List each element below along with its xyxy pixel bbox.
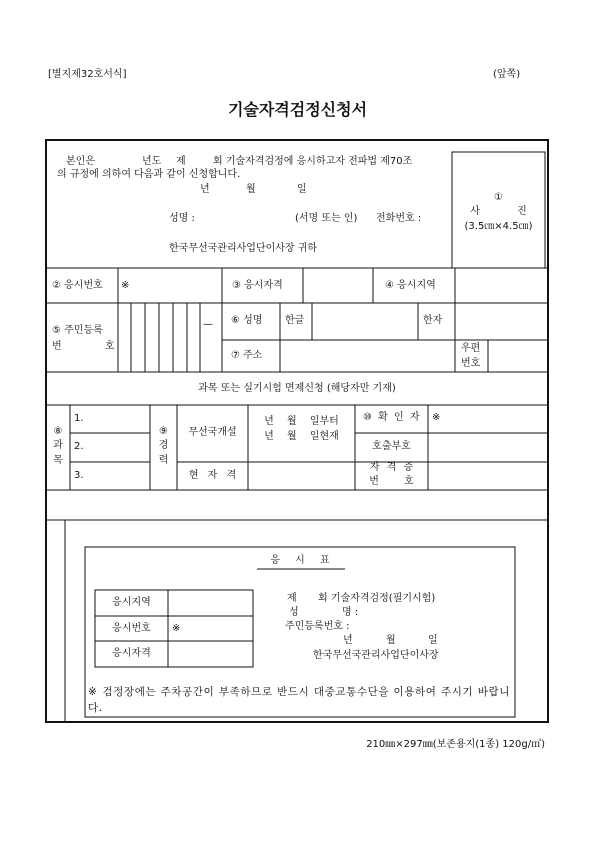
career-label: 경 [158, 440, 169, 451]
address-label: ⑦ 주소 [231, 350, 263, 361]
ticket-exam-title: 회 기술자격검정(필기시험) [318, 593, 436, 604]
resident-no-digit-field[interactable] [187, 303, 200, 372]
ticket-resident-no-label: 주민등록번호 : [285, 621, 350, 632]
phone-label: 전화번호 : [376, 213, 422, 224]
call-sign-field[interactable] [428, 433, 548, 462]
subject-label: 과 [53, 440, 63, 451]
office-use-mark: ※ [121, 280, 130, 291]
address-field[interactable] [280, 340, 455, 372]
call-sign-label: 호출부호 [372, 441, 411, 452]
ticket-row-label: 응시번호 [112, 623, 151, 634]
office-use-mark: ※ [432, 412, 441, 423]
resident-no-digit-field[interactable] [173, 303, 187, 372]
certificate-no-label: 번 호 [369, 476, 414, 487]
statement-round-label: 제 [176, 156, 186, 167]
ticket-date-day: 일 [428, 635, 438, 646]
period-from: 년 월 일부터 [264, 416, 339, 427]
date-year-label: 년 [200, 184, 210, 195]
office-use-mark: ※ [172, 623, 181, 634]
ticket-row-label: 응시자격 [112, 648, 151, 659]
statement-text: 본인은 [66, 156, 95, 167]
ticket-name-label: 명 : [342, 607, 359, 618]
signature-note: (서명 또는 인) [295, 213, 358, 224]
exam-number-field[interactable] [118, 268, 222, 303]
resident-no-label: 번 호 [52, 341, 115, 352]
resident-no-digit-field[interactable] [145, 303, 159, 372]
date-day-label: 일 [297, 184, 307, 195]
ticket-region-field[interactable] [168, 590, 253, 616]
name-hanja-label: 한자 [423, 315, 443, 326]
photo-number: ① [494, 192, 503, 203]
date-month-label: 월 [246, 184, 256, 195]
statement-year-label: 년도 [142, 156, 162, 167]
resident-no-label: ⑤ 주민등록 [52, 325, 103, 336]
subject-item: 1. [74, 413, 84, 424]
statement-text: 의 규정에 의하여 다음과 같이 신청합니다. [57, 169, 241, 180]
station-label: 무선국개설 [188, 427, 237, 438]
region-field[interactable] [455, 268, 548, 303]
ticket-row-label: 응시지역 [112, 597, 151, 608]
subject-item: 3. [74, 470, 84, 481]
subject-label: 목 [53, 455, 63, 466]
name-label: ⑥ 성명 [231, 315, 263, 326]
qualification-label: ③ 응시자격 [232, 280, 283, 291]
region-label: ④ 응시지역 [385, 280, 436, 291]
exemption-title: 과목 또는 실기시험 면제신청 (해당자만 기재) [198, 383, 396, 394]
qualification-field[interactable] [303, 268, 373, 303]
paper-spec: 210㎜×297㎜(보존용지(1종) 120g/㎡) [366, 739, 545, 750]
postal-code-label: 우편 [461, 343, 481, 354]
photo-size: (3.5㎝×4.5㎝) [464, 221, 533, 232]
ticket-name-label: 성 [289, 607, 299, 618]
ticket-exam-number-field[interactable] [168, 616, 253, 641]
ticket-exam-round: 제 [287, 593, 297, 604]
name-hangul-field[interactable] [312, 303, 418, 340]
postal-code-field[interactable] [488, 340, 548, 372]
certificate-no-field[interactable] [428, 462, 548, 490]
parking-notice: ※ 검정장에는 주차공간이 부족하므로 반드시 대중교통수단을 이용하여 주시기 바랍니다. [88, 686, 510, 714]
ticket-qualification-field[interactable] [168, 641, 253, 667]
name-hanja-field[interactable] [455, 303, 548, 340]
ticket-issuer: 한국무선국관리사업단이사장 [313, 650, 439, 661]
ticket-date-month: 월 [386, 635, 396, 646]
career-label: 력 [158, 455, 169, 466]
form-code: [별지제32호서식] [48, 69, 127, 80]
statement-text: 회 기술자격검정에 응시하고자 전파법 제70조 [213, 156, 413, 167]
current-qualification-label: 현 자 격 [188, 470, 237, 481]
name-hangul-label: 한글 [285, 315, 305, 326]
certificate-no-label: 자 격 증 [369, 462, 414, 473]
period-to: 년 월 일현재 [264, 431, 339, 442]
postal-code-label: 번호 [461, 358, 481, 369]
resident-no-digit-field[interactable] [131, 303, 145, 372]
photo-label: 사 진 [470, 206, 527, 217]
confirmer-label: ⑩ 확 인 자 [363, 412, 420, 423]
applicant-name-label: 성명 : [169, 213, 195, 224]
resident-no-digit-field[interactable] [159, 303, 173, 372]
page-title: 기술자격검정신청서 [227, 100, 368, 119]
resident-no-separator: — [203, 319, 213, 330]
resident-no-digit-field[interactable] [118, 303, 131, 372]
ticket-heading: 응 시 표 [270, 555, 330, 566]
confirmer-field[interactable] [428, 405, 548, 433]
career-label: ⑨ [159, 426, 168, 437]
subject-item: 2. [74, 441, 84, 452]
subject-label: ⑧ [53, 426, 63, 437]
page-side-label: (앞쪽) [493, 69, 521, 80]
addressee: 한국무선국관리사업단이사장 귀하 [169, 243, 318, 254]
current-qualification-field[interactable] [248, 462, 355, 490]
ticket-date-year: 년 [343, 635, 353, 646]
exam-number-label: ② 응시번호 [52, 280, 103, 291]
